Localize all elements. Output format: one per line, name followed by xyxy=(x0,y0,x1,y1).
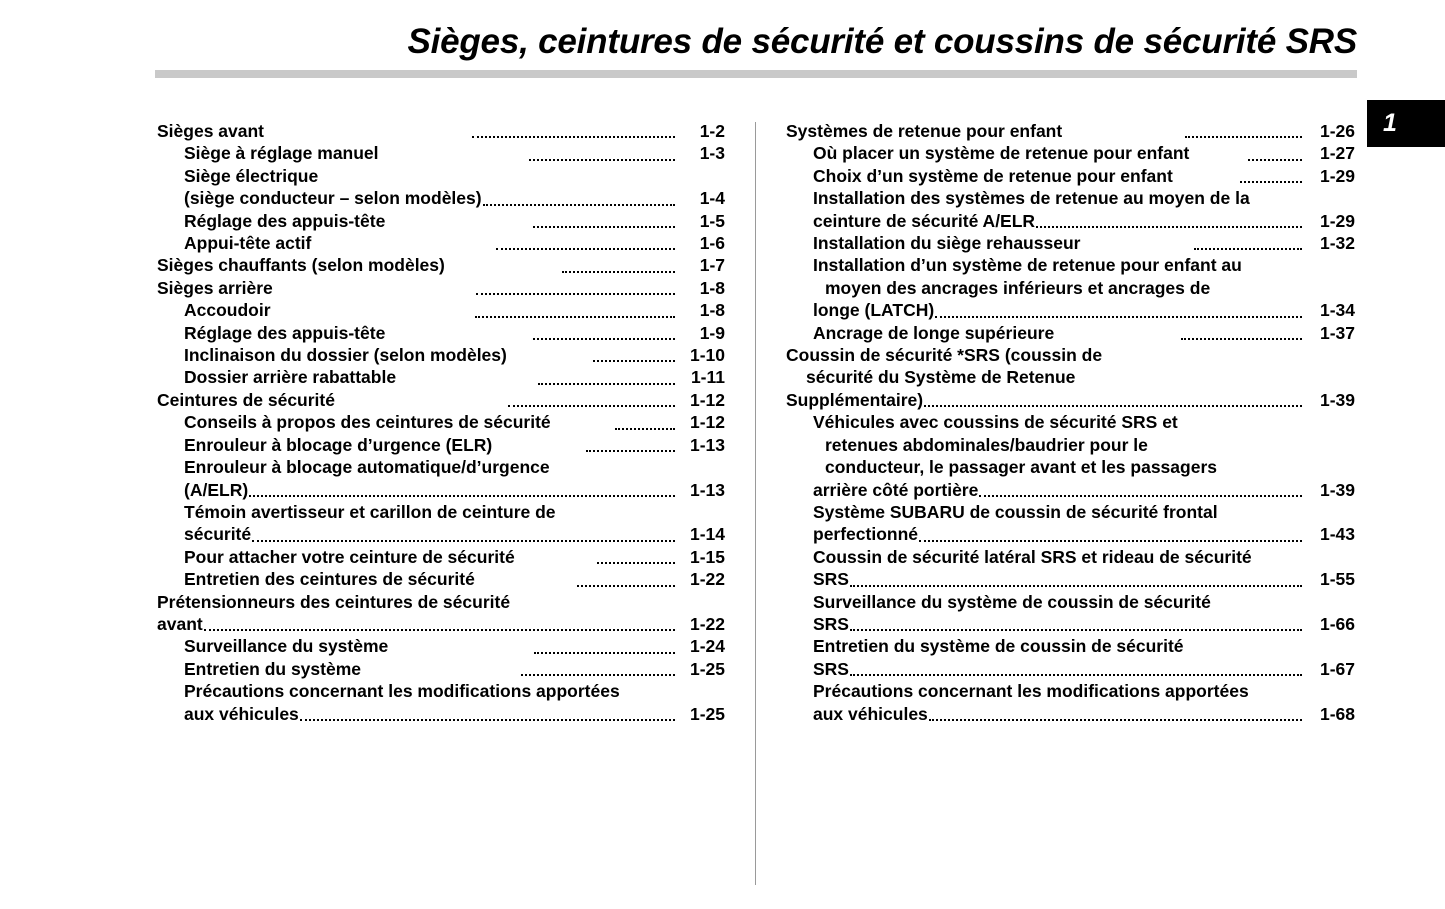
toc-entry-title xyxy=(184,501,725,523)
toc-entry[interactable] xyxy=(157,120,725,142)
toc-entry-title-line: Enrouleur à blocage automatique/d’urgence xyxy=(184,457,550,478)
toc-entry[interactable] xyxy=(184,568,725,590)
toc-entry-page: 1-29 xyxy=(1319,165,1356,186)
toc-entry-title: Réglage des appuis-tête xyxy=(184,210,386,231)
toc-entry-title: Dossier arrière rabattable xyxy=(184,367,397,388)
toc-entry[interactable] xyxy=(184,680,725,725)
toc-entry-page: 1-10 xyxy=(689,345,726,366)
toc-entry-page: 1-39 xyxy=(1319,479,1355,500)
toc-entry[interactable] xyxy=(184,635,725,657)
toc-entry-last-line xyxy=(801,523,1355,545)
dot-leader xyxy=(249,495,675,497)
chapter-tab-number: 1 xyxy=(1383,109,1397,137)
toc-entry-page: 1-8 xyxy=(699,277,725,298)
toc-entry[interactable] xyxy=(813,546,1355,591)
toc-entry[interactable] xyxy=(157,254,725,276)
toc-entry[interactable] xyxy=(157,277,725,299)
toc-entry[interactable] xyxy=(184,456,725,501)
toc-entry-title-line: Précautions concernant les modifications apportées xyxy=(813,681,1249,702)
dot-leader xyxy=(472,136,675,138)
toc-entry-last-line xyxy=(172,479,725,501)
toc-entry[interactable] xyxy=(813,501,1355,546)
dot-leader xyxy=(586,450,675,452)
toc-entry[interactable] xyxy=(813,680,1355,725)
toc-entry-page: 1-27 xyxy=(1319,143,1356,164)
toc-entry-title-line: Système SUBARU de coussin de sécurité frontal xyxy=(813,501,1218,522)
toc-entry-title xyxy=(813,591,1355,613)
toc-entry-title xyxy=(184,165,725,187)
toc-entry-page: 1-32 xyxy=(1319,233,1356,254)
header-rule xyxy=(155,70,1357,78)
toc-entry-title: Sièges arrière xyxy=(157,277,273,298)
page-title: Sièges, ceintures de sécurité et coussins de sécurité SRS xyxy=(407,22,1357,61)
toc-entry-title: Entretien du système xyxy=(184,658,361,679)
toc-entry-title-line: Entretien du système de coussin de sécurité xyxy=(813,636,1184,657)
toc-entry-title-line: ceinture de sécurité A/ELR xyxy=(813,210,1036,231)
toc-entry-last-line xyxy=(801,568,1355,590)
toc-entry[interactable] xyxy=(786,120,1355,142)
toc-entry-last-line xyxy=(801,703,1355,725)
toc-entry-title: Surveillance du système xyxy=(184,636,389,657)
toc-entry[interactable] xyxy=(813,591,1355,636)
toc-entry[interactable] xyxy=(813,411,1355,501)
toc-entry-title-line: Précautions concernant les modifications apportées xyxy=(184,681,620,702)
toc-entry-title: Choix d’un système de retenue pour enfant xyxy=(813,165,1173,186)
toc-entry-title xyxy=(813,411,1355,478)
toc-entry-title xyxy=(813,254,1355,299)
toc-entry-last-line xyxy=(801,613,1355,635)
toc-entry[interactable] xyxy=(184,344,725,366)
toc-entry-last-line xyxy=(766,389,1355,411)
toc-entry-page: 1-67 xyxy=(1319,658,1355,679)
toc-column-right xyxy=(786,120,1355,725)
dot-leader xyxy=(476,293,675,295)
toc-entry-page: 1-25 xyxy=(689,658,725,679)
toc-entry-title: Appui-tête actif xyxy=(184,233,312,254)
dot-leader xyxy=(919,540,1302,542)
toc-entry-page: 1-39 xyxy=(1319,389,1355,410)
toc-entry-title-line: perfectionné xyxy=(813,524,919,545)
toc-entry-last-line xyxy=(801,299,1355,321)
toc-entry[interactable] xyxy=(184,299,725,321)
toc-entry-title xyxy=(786,344,1355,389)
toc-entry[interactable] xyxy=(184,232,725,254)
toc-entry-title-line: aux véhicules xyxy=(184,703,299,724)
dot-leader xyxy=(1248,159,1302,161)
toc-entry[interactable] xyxy=(813,165,1355,187)
toc-entry-title-line: Supplémentaire) xyxy=(786,389,924,410)
toc-entry-page: 1-9 xyxy=(699,322,725,343)
toc-entry-title-line: (A/ELR) xyxy=(184,479,249,500)
toc-entry[interactable] xyxy=(157,389,725,411)
toc-entry-title-line: avant xyxy=(157,613,203,634)
dot-leader xyxy=(529,159,675,161)
dot-leader xyxy=(1185,136,1302,138)
dot-leader xyxy=(593,360,675,362)
toc-entry-title-line: Prétensionneurs des ceintures de sécurité xyxy=(157,591,511,612)
toc-entry-title: Ancrage de longe supérieure xyxy=(813,322,1055,343)
toc-entry-page: 1-55 xyxy=(1319,569,1355,590)
toc-entry-page: 1-26 xyxy=(1319,121,1356,141)
dot-leader xyxy=(577,585,675,587)
toc-entry-page: 1-14 xyxy=(689,524,725,545)
toc-entry[interactable] xyxy=(184,434,725,456)
dot-leader xyxy=(850,585,1302,587)
toc-entry-title-line: SRS xyxy=(813,569,849,590)
dot-leader xyxy=(597,562,675,564)
toc-entry-page: 1-11 xyxy=(690,367,725,388)
toc-entry-title-line: conducteur, le passager avant et les passagers xyxy=(825,457,1217,478)
dot-leader xyxy=(929,719,1302,721)
toc-entry[interactable] xyxy=(786,344,1355,411)
dot-leader xyxy=(924,405,1302,407)
toc-entry-title-line: SRS xyxy=(813,613,849,634)
toc-entry-page: 1-12 xyxy=(689,412,725,433)
toc-entry-title xyxy=(157,591,725,613)
dot-leader xyxy=(508,405,676,407)
toc-entry-page: 1-22 xyxy=(689,569,725,590)
dot-leader xyxy=(1194,248,1302,250)
dot-leader xyxy=(483,204,675,206)
toc-entry[interactable] xyxy=(813,142,1355,164)
toc-entry-title-line: Coussin de sécurité latéral SRS et rideau de sécurité xyxy=(813,546,1252,567)
toc-entry[interactable] xyxy=(813,254,1355,321)
toc-entry-page: 1-12 xyxy=(689,389,726,410)
dot-leader xyxy=(562,271,675,273)
dot-leader xyxy=(300,719,675,721)
dot-leader xyxy=(534,652,675,654)
toc-entry-page: 1-15 xyxy=(689,546,726,567)
toc-entry-title-line: Installation d’un système de retenue pour enfant au xyxy=(813,255,1242,276)
dot-leader xyxy=(615,428,675,430)
toc-entry-page: 1-4 xyxy=(699,188,725,209)
dot-leader xyxy=(850,674,1302,676)
dot-leader xyxy=(475,316,675,318)
toc-entry-title-line: aux véhicules xyxy=(813,703,928,724)
toc-entry-title: Pour attacher votre ceinture de sécurité xyxy=(184,546,515,567)
toc-entry-title-line: Témoin avertisseur et carillon de ceinture de xyxy=(184,501,556,522)
toc-entry-page: 1-37 xyxy=(1319,322,1355,343)
toc-entry[interactable] xyxy=(184,546,725,568)
dot-leader xyxy=(538,383,675,385)
dot-leader xyxy=(204,629,675,631)
toc-entry[interactable] xyxy=(184,210,725,232)
dot-leader xyxy=(1240,181,1302,183)
toc-entry-title-line: Surveillance du système de coussin de sécurité xyxy=(813,591,1211,612)
toc-entry-page: 1-24 xyxy=(689,636,725,657)
toc-entry-page: 1-68 xyxy=(1319,703,1355,724)
toc-entry-last-line xyxy=(801,479,1355,501)
toc-entry-page: 1-8 xyxy=(699,300,726,321)
toc-entry-last-line xyxy=(172,187,725,209)
toc-entry-last-line xyxy=(801,210,1355,232)
toc-entry-title: Siège à réglage manuel xyxy=(184,143,379,164)
toc-entry-title: Inclinaison du dossier (selon modèles) xyxy=(184,345,507,366)
page-header xyxy=(0,0,1445,80)
toc-entry-title-line: Coussin de sécurité *SRS (coussin de xyxy=(786,345,1103,366)
dot-leader xyxy=(850,629,1302,631)
toc-entry-title xyxy=(813,187,1355,209)
toc-entry-title xyxy=(813,501,1355,523)
toc-entry-page: 1-5 xyxy=(699,210,725,231)
toc-column-left xyxy=(157,120,725,725)
toc-entry-page: 1-22 xyxy=(689,613,725,634)
toc-entry-title: Sièges avant xyxy=(157,121,264,141)
dot-leader xyxy=(533,338,675,340)
toc-entry-title: Entretien des ceintures de sécurité xyxy=(184,569,475,590)
toc-entry[interactable] xyxy=(813,187,1355,232)
toc-entry-page: 1-66 xyxy=(1319,613,1355,634)
toc-entry-last-line xyxy=(172,523,725,545)
toc-entry-page: 1-13 xyxy=(689,434,725,455)
dot-leader xyxy=(521,674,676,676)
toc-entry-page: 1-25 xyxy=(689,703,725,724)
toc-entry-page: 1-43 xyxy=(1319,524,1355,545)
toc-entry-page: 1-3 xyxy=(699,143,725,164)
toc-entry[interactable] xyxy=(184,366,725,388)
toc-entry-title-line: sécurité xyxy=(184,524,252,545)
toc-entry-page: 1-13 xyxy=(689,479,725,500)
toc-entry-title: Sièges chauffants (selon modèles) xyxy=(157,255,445,276)
toc-entry-title: Où placer un système de retenue pour enfant xyxy=(813,143,1190,164)
toc-entry-title xyxy=(813,680,1355,702)
toc-entry-title-line: retenues abdominales/baudrier pour le xyxy=(825,434,1148,455)
toc-entry[interactable] xyxy=(184,658,725,680)
toc-entry-title: Ceintures de sécurité xyxy=(157,389,335,410)
toc-entry-title-line: sécurité du Système de Retenue xyxy=(806,367,1076,388)
toc-entry-page: 1-34 xyxy=(1319,300,1355,321)
toc-entry-last-line xyxy=(801,658,1355,680)
toc-entry[interactable] xyxy=(184,165,725,210)
toc-entry[interactable] xyxy=(184,322,725,344)
toc-entry-title-line: Installation des systèmes de retenue au moyen de la xyxy=(813,188,1250,209)
toc-entry[interactable] xyxy=(184,142,725,164)
toc-entry-title-line: (siège conducteur – selon modèles) xyxy=(184,188,482,209)
toc-entry-title: Systèmes de retenue pour enfant xyxy=(786,121,1063,141)
toc-entry-title: Installation du siège rehausseur xyxy=(813,233,1081,254)
toc-entry-page: 1-2 xyxy=(699,121,725,141)
toc-entry-title-line: longe (LATCH) xyxy=(813,300,935,321)
toc-entry-page: 1-6 xyxy=(699,233,725,254)
toc-entry-page: 1-7 xyxy=(699,255,726,276)
toc-entry-title-line: arrière côté portière xyxy=(813,479,979,500)
dot-leader xyxy=(1036,226,1302,228)
dot-leader xyxy=(935,316,1302,318)
toc-entry[interactable] xyxy=(184,411,725,433)
table-of-contents xyxy=(0,120,1445,900)
toc-entry[interactable] xyxy=(813,635,1355,680)
toc-entry[interactable] xyxy=(184,501,725,546)
dot-leader xyxy=(979,495,1302,497)
toc-entry-title xyxy=(813,546,1355,568)
dot-leader xyxy=(533,226,675,228)
toc-entry-title-line: SRS xyxy=(813,658,849,679)
toc-entry-title-line: moyen des ancrages inférieurs et ancrages de xyxy=(825,277,1211,298)
toc-entry-last-line xyxy=(137,613,725,635)
toc-entry-title xyxy=(813,635,1355,657)
toc-entry-title xyxy=(184,680,725,702)
dot-leader xyxy=(496,248,675,250)
toc-entry[interactable] xyxy=(813,322,1355,344)
toc-entry-title: Enrouleur à blocage d’urgence (ELR) xyxy=(184,434,493,455)
toc-entry[interactable] xyxy=(157,591,725,636)
toc-entry-title: Réglage des appuis-tête xyxy=(184,322,386,343)
toc-entry-title: Accoudoir xyxy=(184,300,271,321)
toc-entry-title xyxy=(184,456,725,478)
toc-entry-title-line: Siège électrique xyxy=(184,165,319,186)
dot-leader xyxy=(252,540,675,542)
toc-entry-title: Conseils à propos des ceintures de sécurité xyxy=(184,412,551,433)
toc-entry[interactable] xyxy=(813,232,1355,254)
toc-entry-page: 1-29 xyxy=(1319,210,1355,231)
dot-leader xyxy=(1181,338,1302,340)
toc-entry-title-line: Véhicules avec coussins de sécurité SRS et xyxy=(813,412,1178,433)
toc-entry-last-line xyxy=(172,703,725,725)
